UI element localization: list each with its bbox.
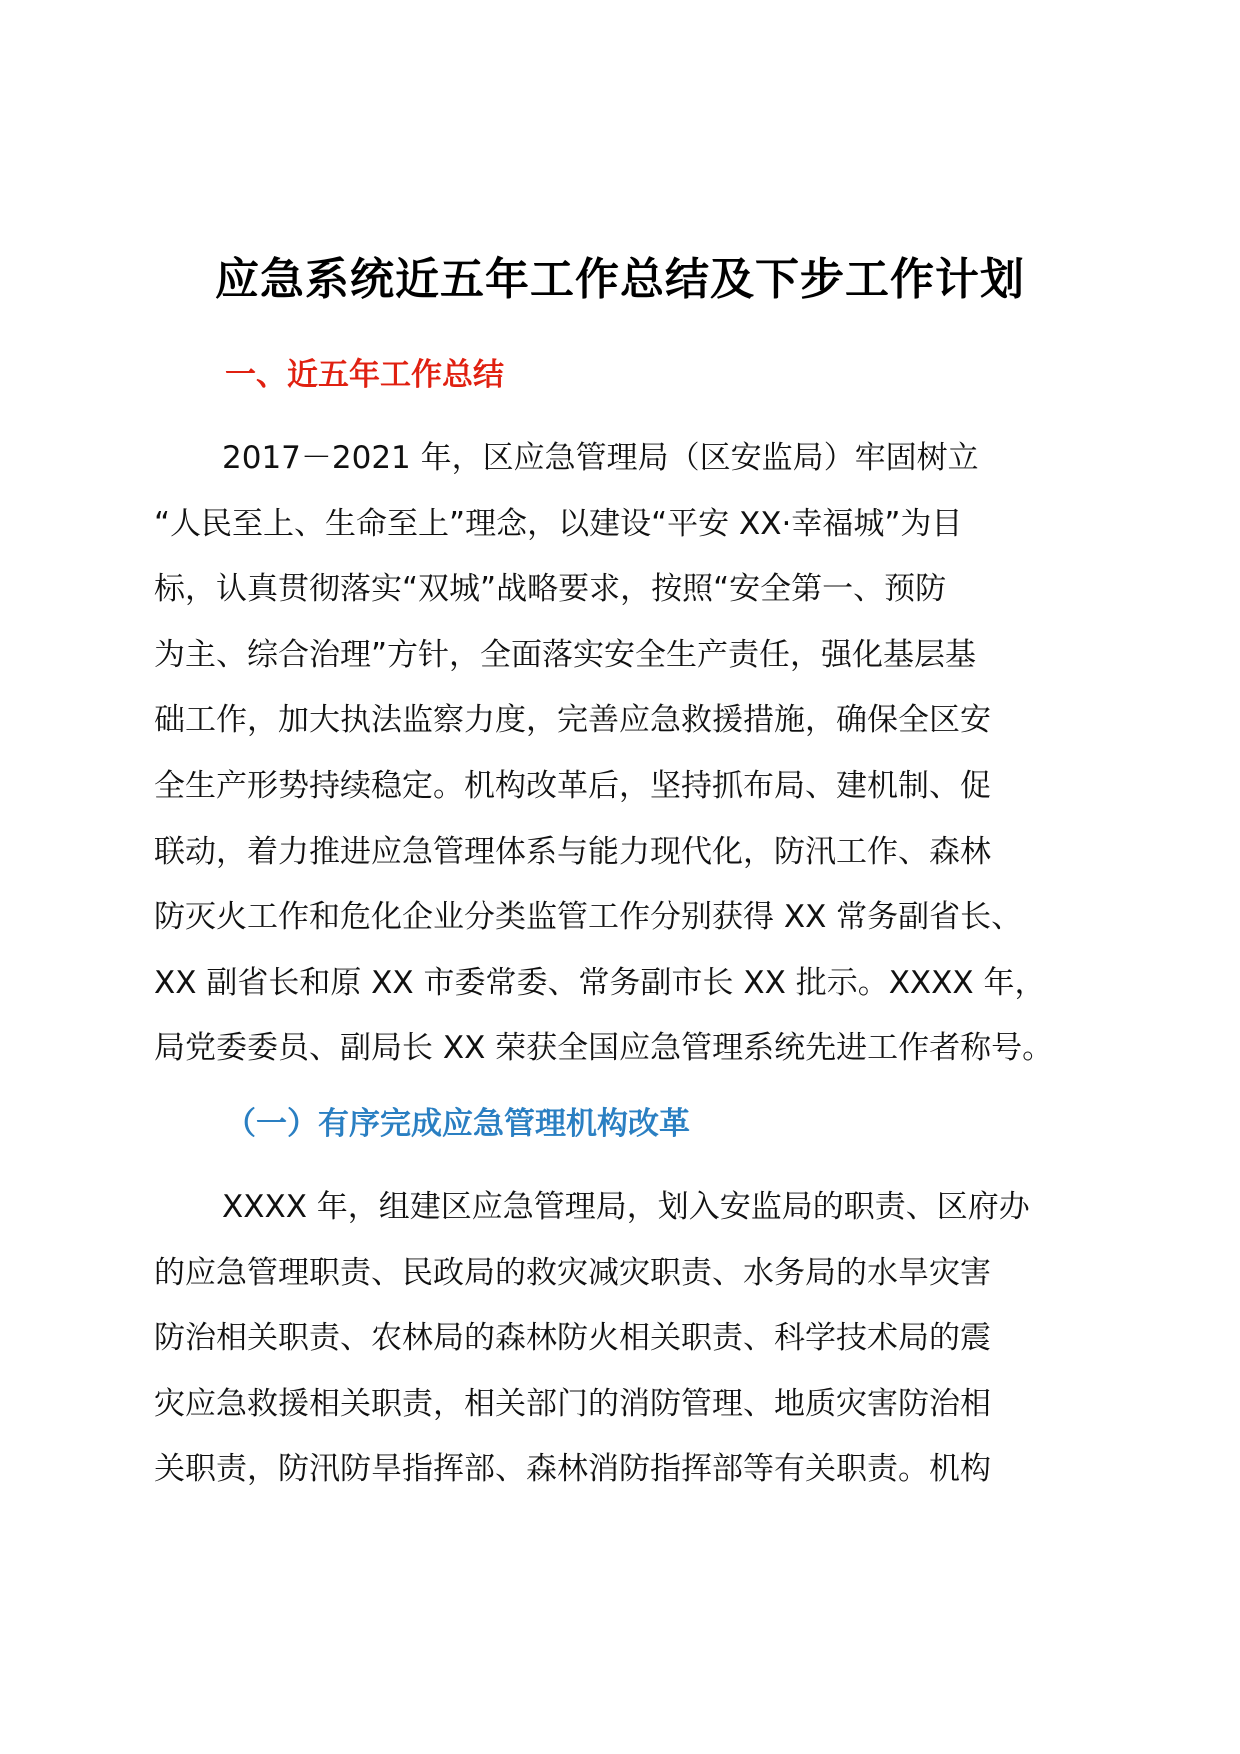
paragraph-summary — [154, 426, 1109, 1082]
paragraph-line: XX 副省长和原 XX 市委常委、常务副市长 XX 批示。XXXX 年， — [154, 964, 1046, 1001]
paragraph-line: 局党委委员、副局长 XX 荣获全国应急管理系统先进工作者称号。 — [154, 1030, 1054, 1067]
paragraph-reform — [154, 1175, 1109, 1503]
paragraph-line: 标，认真贯彻落实“双城”战略要求，按照“安全第一、预防 — [154, 571, 947, 608]
paragraph-line: 联动，着力推进应急管理体系与能力现代化，防汛工作、森林 — [154, 833, 991, 870]
paragraph-line: 关职责，防汛防旱指挥部、森林消防指挥部等有关职责。机构 — [154, 1451, 991, 1488]
paragraph-line: “人民至上、生命至上”理念，以建设“平安 XX·幸福城”为目 — [154, 505, 963, 542]
section-heading: 一、近五年工作总结 — [225, 357, 504, 393]
paragraph-line: 的应急管理职责、民政局的救灾减灾职责、水务局的水旱灾害 — [154, 1254, 991, 1291]
paragraph-line: 全生产形势持续稳定。机构改革后，坚持抓布局、建机制、促 — [154, 767, 991, 804]
document-title: 应急系统近五年工作总结及下步工作计划 — [215, 254, 1025, 305]
paragraph-line: XXXX 年，组建区应急管理局，划入安监局的职责、区府办 — [222, 1189, 1030, 1225]
paragraph-line: 防治相关职责、农林局的森林防火相关职责、科学技术局的震 — [154, 1320, 991, 1357]
paragraph-line: 灾应急救援相关职责，相关部门的消防管理、地质灾害防治相 — [154, 1385, 991, 1422]
paragraph-line: 础工作，加大执法监察力度，完善应急救援措施，确保全区安 — [154, 702, 991, 739]
paragraph-line: 防灭火工作和危化企业分类监管工作分别获得 XX 常务副省长、 — [154, 899, 1023, 936]
subsection-heading: （一）有序完成应急管理机构改革 — [225, 1106, 690, 1142]
paragraph-line: 2017－2021 年，区应急管理局（区安监局）牢固树立 — [222, 440, 979, 476]
paragraph-line: 为主、综合治理”方针，全面落实安全生产责任，强化基层基 — [154, 636, 977, 673]
